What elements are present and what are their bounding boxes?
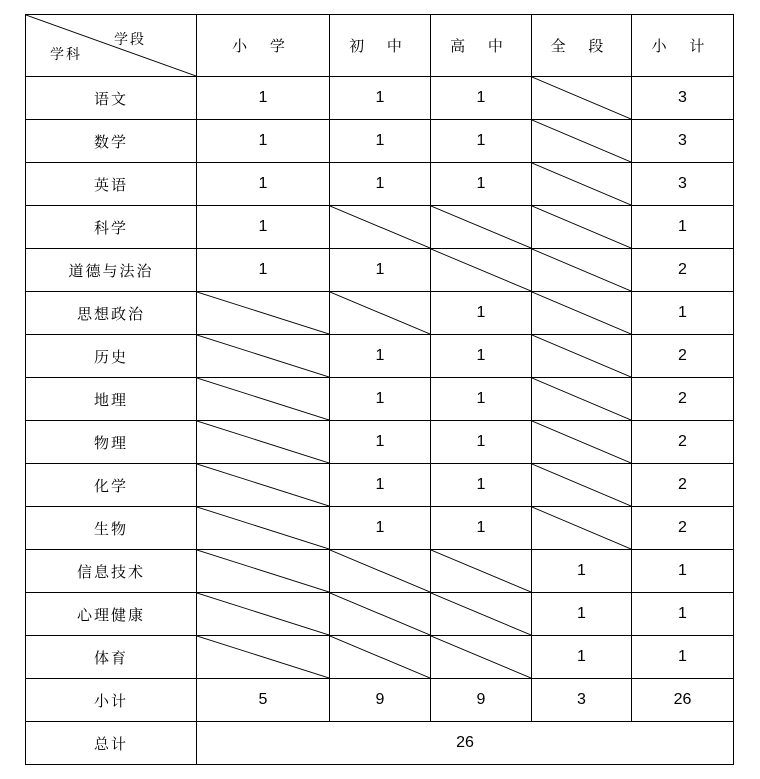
table-row (26, 593, 734, 636)
not-applicable-cell (532, 206, 632, 249)
diagonal-strike (532, 77, 631, 119)
count-cell: 1 (197, 249, 330, 292)
not-applicable-cell (532, 249, 632, 292)
diagonal-strike (431, 550, 531, 592)
diagonal-strike (330, 636, 430, 678)
subject-cell: 物理 (26, 421, 197, 464)
table-row (26, 206, 734, 249)
count-cell: 1 (330, 507, 431, 550)
subject-cell: 地理 (26, 378, 197, 421)
count-cell: 1 (431, 77, 532, 120)
not-applicable-cell (532, 464, 632, 507)
count-cell: 1 (330, 120, 431, 163)
not-applicable-cell (532, 77, 632, 120)
row-subtotal-cell: 1 (632, 292, 734, 335)
count-cell: 1 (330, 421, 431, 464)
diagonal-strike (330, 206, 430, 248)
not-applicable-cell (431, 593, 532, 636)
count-cell: 1 (431, 335, 532, 378)
total-row (26, 722, 734, 765)
diagonal-strike (197, 378, 329, 420)
corner-cell (26, 15, 197, 77)
not-applicable-cell (431, 550, 532, 593)
row-subtotal-cell: 1 (632, 206, 734, 249)
not-applicable-cell (197, 636, 330, 679)
table-row (26, 550, 734, 593)
count-cell: 1 (532, 636, 632, 679)
row-subtotal-cell: 3 (632, 77, 734, 120)
diagonal-strike (197, 550, 329, 592)
diagonal-strike (431, 593, 531, 635)
diagonal-strike (431, 249, 531, 291)
diagonal-strike (197, 636, 329, 678)
table-row (26, 378, 734, 421)
count-cell: 1 (330, 163, 431, 206)
row-subtotal-cell: 2 (632, 335, 734, 378)
subject-cell: 化学 (26, 464, 197, 507)
diagonal-strike (532, 206, 631, 248)
diagonal-strike (532, 378, 631, 420)
count-cell: 1 (197, 120, 330, 163)
column-header: 全 段 (532, 15, 632, 77)
not-applicable-cell (330, 550, 431, 593)
not-applicable-cell (197, 292, 330, 335)
not-applicable-cell (330, 593, 431, 636)
subject-cell: 道德与法治 (26, 249, 197, 292)
table-row (26, 421, 734, 464)
count-cell: 1 (330, 249, 431, 292)
row-subtotal-cell: 2 (632, 464, 734, 507)
diagonal-strike (532, 249, 631, 291)
subject-cell: 数学 (26, 120, 197, 163)
row-subtotal-cell: 3 (632, 120, 734, 163)
diagonal-strike (197, 593, 329, 635)
diagonal-strike (197, 335, 329, 377)
table-row (26, 77, 734, 120)
diagonal-strike (330, 550, 430, 592)
column-subtotal-cell: 26 (632, 679, 734, 722)
count-cell: 1 (330, 464, 431, 507)
subject-cell: 思想政治 (26, 292, 197, 335)
column-subtotal-cell: 9 (431, 679, 532, 722)
subtotal-row (26, 679, 734, 722)
not-applicable-cell (197, 550, 330, 593)
subject-cell: 英语 (26, 163, 197, 206)
diagonal-strike (532, 335, 631, 377)
subject-cell: 生物 (26, 507, 197, 550)
not-applicable-cell (330, 292, 431, 335)
column-header: 小 学 (197, 15, 330, 77)
diagonal-strike (330, 292, 430, 334)
row-subtotal-cell: 2 (632, 421, 734, 464)
diagonal-strike (532, 464, 631, 506)
not-applicable-cell (330, 206, 431, 249)
diagonal-strike (532, 163, 631, 205)
not-applicable-cell (532, 292, 632, 335)
table-row (26, 163, 734, 206)
column-subtotal-cell: 3 (532, 679, 632, 722)
table-row (26, 335, 734, 378)
header-row (26, 15, 734, 77)
count-cell: 1 (197, 163, 330, 206)
column-header: 初 中 (330, 15, 431, 77)
diagonal-strike (197, 421, 329, 463)
count-cell: 1 (197, 206, 330, 249)
not-applicable-cell (431, 249, 532, 292)
table-row (26, 464, 734, 507)
row-subtotal-cell: 1 (632, 593, 734, 636)
diagonal-strike (197, 292, 329, 334)
grand-total-cell: 26 (197, 722, 734, 765)
subject-cell: 科学 (26, 206, 197, 249)
count-cell: 1 (431, 163, 532, 206)
count-cell: 1 (330, 378, 431, 421)
table-row (26, 249, 734, 292)
diagonal-strike (330, 593, 430, 635)
count-cell: 1 (532, 550, 632, 593)
not-applicable-cell (197, 421, 330, 464)
count-cell: 1 (330, 77, 431, 120)
not-applicable-cell (197, 335, 330, 378)
row-subtotal-cell: 1 (632, 636, 734, 679)
diagonal-strike (532, 292, 631, 334)
not-applicable-cell (532, 120, 632, 163)
not-applicable-cell (197, 378, 330, 421)
not-applicable-cell (532, 421, 632, 464)
diagonal-strike (197, 507, 329, 549)
count-cell: 1 (431, 421, 532, 464)
not-applicable-cell (532, 163, 632, 206)
count-cell: 1 (532, 593, 632, 636)
curriculum-table (25, 14, 734, 765)
column-header: 高 中 (431, 15, 532, 77)
total-label: 总计 (26, 722, 197, 765)
count-cell: 1 (431, 378, 532, 421)
table-row (26, 120, 734, 163)
subject-cell: 信息技术 (26, 550, 197, 593)
count-cell: 1 (431, 507, 532, 550)
diagonal-strike (532, 507, 631, 549)
diagonal-strike (431, 636, 531, 678)
subtotal-label: 小计 (26, 679, 197, 722)
not-applicable-cell (431, 636, 532, 679)
not-applicable-cell (532, 335, 632, 378)
table-row (26, 636, 734, 679)
count-cell: 1 (431, 464, 532, 507)
row-subtotal-cell: 1 (632, 550, 734, 593)
not-applicable-cell (532, 507, 632, 550)
subject-cell: 体育 (26, 636, 197, 679)
subject-cell: 心理健康 (26, 593, 197, 636)
row-subtotal-cell: 2 (632, 507, 734, 550)
not-applicable-cell (197, 593, 330, 636)
count-cell: 1 (197, 77, 330, 120)
table-row (26, 292, 734, 335)
diagonal-strike (532, 421, 631, 463)
count-cell: 1 (431, 292, 532, 335)
column-subtotal-cell: 9 (330, 679, 431, 722)
row-subtotal-cell: 2 (632, 249, 734, 292)
row-subtotal-cell: 3 (632, 163, 734, 206)
table-row (26, 507, 734, 550)
subject-cell: 历史 (26, 335, 197, 378)
count-cell: 1 (330, 335, 431, 378)
not-applicable-cell (197, 507, 330, 550)
corner-label-stage: 学段 (114, 32, 146, 48)
not-applicable-cell (532, 378, 632, 421)
not-applicable-cell (431, 206, 532, 249)
corner-label-subject: 学科 (50, 47, 82, 63)
not-applicable-cell (330, 636, 431, 679)
diagonal-strike (532, 120, 631, 162)
subject-cell: 语文 (26, 77, 197, 120)
not-applicable-cell (197, 464, 330, 507)
diagonal-strike (431, 206, 531, 248)
count-cell: 1 (431, 120, 532, 163)
column-subtotal-cell: 5 (197, 679, 330, 722)
row-subtotal-cell: 2 (632, 378, 734, 421)
diagonal-strike (197, 464, 329, 506)
column-header: 小 计 (632, 15, 734, 77)
